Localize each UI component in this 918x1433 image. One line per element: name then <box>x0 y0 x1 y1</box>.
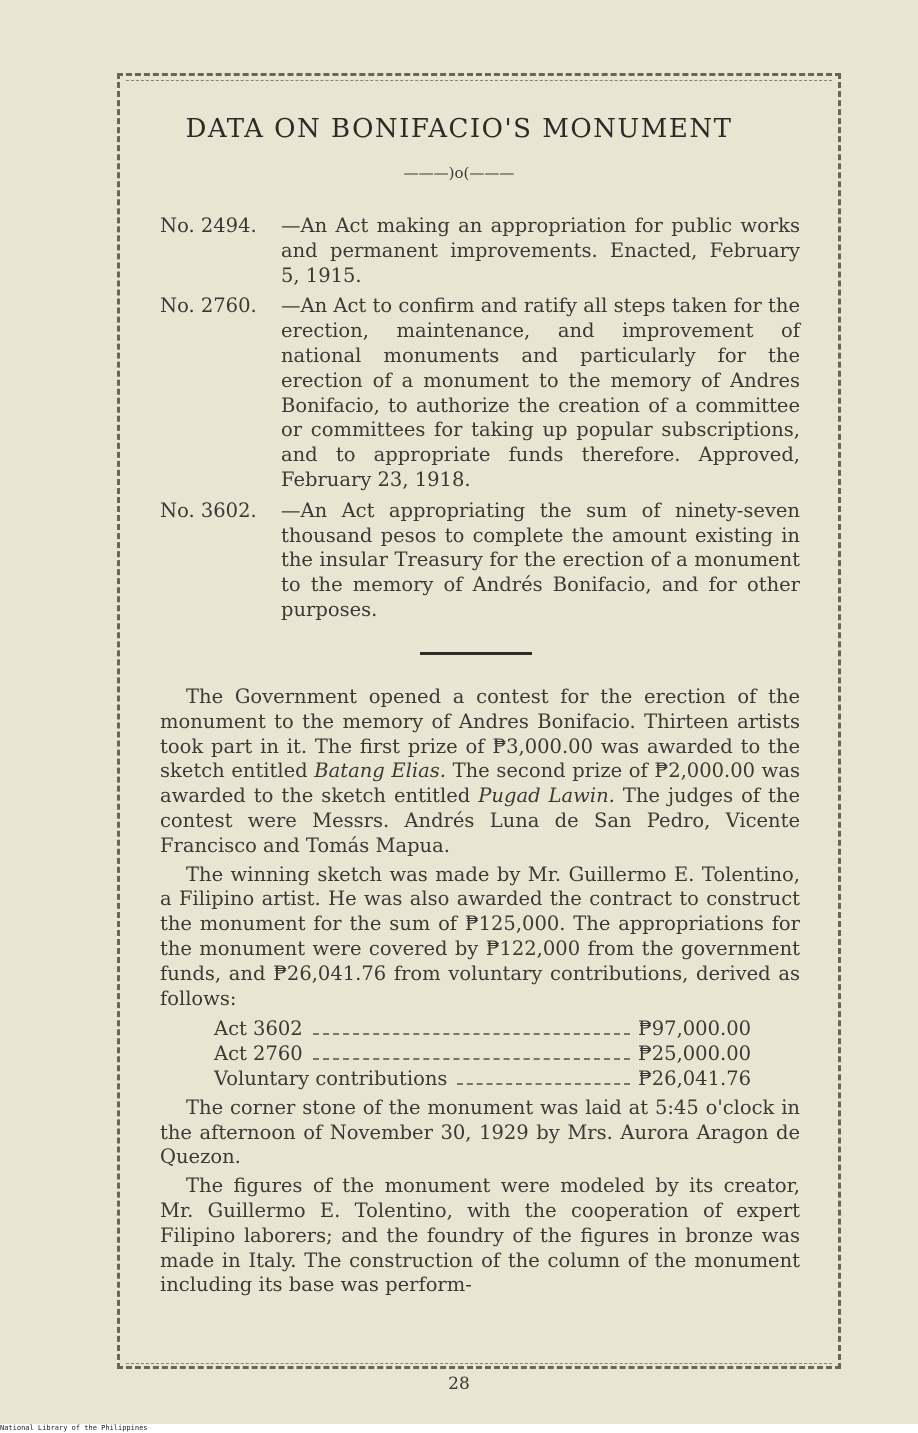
act-entry <box>160 499 800 623</box>
act-entry <box>160 294 800 492</box>
leader-dots <box>313 1042 630 1060</box>
page-number: 28 <box>448 1374 470 1394</box>
act-description: —An Act appropriating the sum of ninety-seven thousand pesos to complete the amount existing in the insular Treasury for the erection of a monument to the memory of Andrés Bonifacio, and for other purposes. <box>281 498 800 621</box>
funds-row <box>214 1067 754 1092</box>
library-footer: National Library of the Philippines <box>0 1424 918 1433</box>
funds-label: Act 2760 <box>214 1042 303 1066</box>
act-entry <box>160 214 800 288</box>
funds-label: Voluntary contributions <box>214 1066 448 1090</box>
act-number: No. 3602. <box>160 498 257 522</box>
body-text <box>160 685 800 1302</box>
section-rule <box>420 652 532 655</box>
paragraph-figures: The figures of the monument were modeled by its creator, Mr. Guillermo E. Tolentino, with the cooperation of expert Filipino laborers; and the foundry of the figures in bronze was made in Italy. The construction of the column of the monument including its base was perform- <box>160 1174 800 1297</box>
leader-dots <box>457 1067 630 1085</box>
sketch-title: Batang Elias. <box>314 759 446 783</box>
funds-amount: ₱97,000.00 <box>638 1017 752 1041</box>
paragraph-cornerstone: The corner stone of the monument was laid at 5:45 o'clock in the afternoon of November 30, 1929 by Mrs. Aurora Aragon de Quezon. <box>160 1095 800 1169</box>
funds-table <box>214 1017 754 1091</box>
act-description: —An Act to confirm and ratify all steps taken for the erection, maintenance, and improvement of national monuments and particularly for the erection of a monument to the memory of Andres Bonifacio, to authorize the creation of a committee or committees for taking up popular subscriptions, and to appropriate funds therefore. Approved, February 23, 1918. <box>281 294 800 491</box>
act-number: No. 2494. <box>160 214 257 237</box>
text-run: The second prize of ₱2,000.00 was awarded to the sketch entitled <box>160 759 801 808</box>
text-run: The Government opened a contest for the erection of the monument to the memory of Andres Bonifacio. Thirteen artists took part in it. The first prize of ₱3,000.00 was awarded to the sketch entitled <box>160 685 800 783</box>
act-description: —An Act making an appropriation for public works and permanent improvements. Enacted, February 5, 1915. <box>281 214 800 287</box>
funds-amount: ₱26,041.76 <box>638 1066 752 1090</box>
leader-dots <box>313 1017 630 1035</box>
page-title: DATA ON BONIFACIO'S MONUMENT <box>185 114 733 144</box>
ornament-divider: ———)o(——— <box>403 164 515 182</box>
sketch-title: Pugad Lawin. <box>478 784 615 808</box>
act-number: No. 2760. <box>160 294 257 318</box>
funds-label: Act 3602 <box>214 1017 303 1041</box>
acts-list <box>160 214 800 629</box>
text-run: The judges of the contest were Messrs. Andrés Luna de San Pedro, Vicente Francisco and Tomás Mapua. <box>160 784 800 857</box>
funds-amount: ₱25,000.00 <box>638 1042 752 1066</box>
paragraph-winner: The winning sketch was made by Mr. Guillermo E. Tolentino, a Filipino artist. He was also awarded the contract to construct the monument for the sum of ₱125,000. The appropriations for the monument were covered by ₱122,000 from the government funds, and ₱26,041.76 from voluntary contributions, derived as follows: <box>160 862 800 1010</box>
funds-row <box>214 1042 754 1067</box>
funds-row <box>214 1017 754 1042</box>
paragraph-contest <box>160 685 800 859</box>
